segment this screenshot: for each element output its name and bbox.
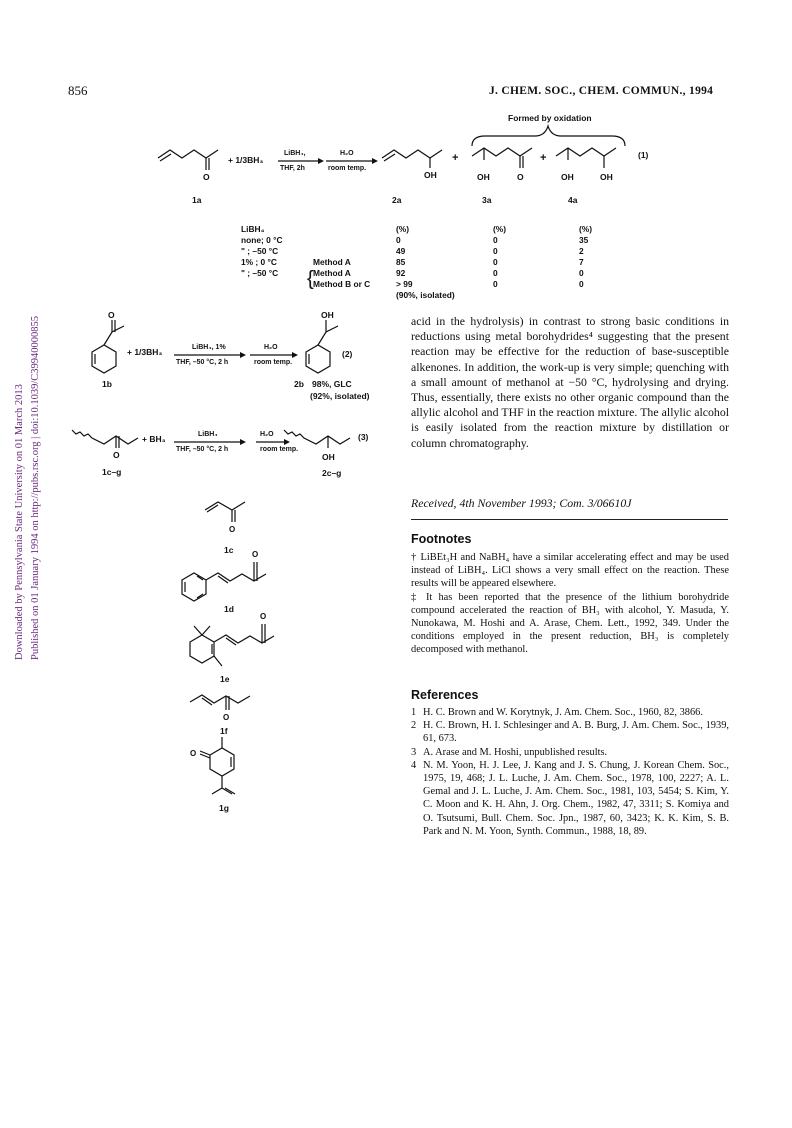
cond-1-top: LiBH₄,	[284, 150, 306, 157]
table-cell: Method A	[313, 257, 351, 267]
structure-2b	[306, 345, 330, 373]
table-cell: 7	[579, 257, 584, 267]
o-1d: O	[252, 550, 259, 559]
table-cell: LiBH₄	[241, 224, 265, 234]
oh-3a: OH	[477, 172, 490, 182]
table-cell: (%)	[396, 224, 410, 234]
label-1f: 1f	[220, 726, 228, 736]
table-cell	[313, 246, 370, 257]
table-cell: 0	[493, 257, 498, 267]
reference-item	[411, 759, 729, 838]
substrate-structures	[160, 492, 300, 802]
table-col-method	[313, 224, 370, 290]
footnotes-heading: Footnotes	[411, 532, 472, 546]
label-1b: 1b	[102, 379, 112, 389]
reference-item	[411, 706, 729, 719]
table-cell: (90%, isolated)	[396, 290, 455, 300]
cond-2b-bot: room temp.	[254, 359, 293, 366]
references-heading: References	[411, 688, 479, 702]
oh-2c-g: OH	[322, 452, 335, 462]
table-col-3a	[493, 224, 506, 290]
cond-3b-top: H₂O	[260, 431, 274, 438]
o-1g: O	[190, 749, 197, 758]
structure-4a	[556, 148, 616, 156]
cond-1-bot: THF, 2h	[280, 165, 305, 172]
o-1b: O	[108, 312, 115, 320]
eq-1: (1)	[638, 150, 649, 160]
cond-2a-bot: THF, –50 °C, 2 h	[176, 359, 229, 366]
table-cell: 0	[493, 235, 498, 245]
table-brace: {	[307, 268, 314, 290]
o-1a: O	[203, 172, 210, 182]
reagent-2: + 1/3BH₃	[127, 347, 163, 357]
table-cell: 85	[396, 257, 406, 267]
table-cell: 49	[396, 246, 406, 256]
structure-1d	[182, 573, 206, 601]
table-cell: 0	[493, 268, 498, 278]
table-cell: Method B or C	[313, 279, 371, 289]
journal-header: J. CHEM. SOC., CHEM. COMMUN., 1994	[489, 85, 714, 97]
cond-2-bot: room temp.	[328, 165, 367, 172]
structure-1e	[190, 635, 214, 663]
table-col-conditions	[241, 224, 283, 279]
cond-2b-top: H₂O	[264, 344, 278, 351]
table-cell	[313, 235, 370, 246]
cond-2a-top: LiBH₄, 1%	[192, 344, 226, 351]
table-cell: 0	[579, 279, 584, 289]
scheme-1	[150, 108, 670, 208]
scheme-2	[62, 312, 392, 422]
oh-2a: OH	[424, 170, 437, 180]
label-1e: 1e	[220, 674, 230, 684]
plus-2: +	[540, 152, 547, 164]
reference-number: 3	[411, 746, 417, 758]
side-watermark	[14, 300, 41, 660]
page-number: 856	[68, 83, 88, 98]
o-1f: O	[223, 713, 230, 722]
o-1c: O	[229, 525, 236, 534]
reference-text: A. Arase and M. Hoshi, unpublished results.	[423, 746, 608, 758]
table-cell: Method A	[313, 268, 351, 278]
table-cell: none; 0 °C	[241, 235, 283, 245]
table-cell: 0	[493, 246, 498, 256]
reference-text: H. C. Brown and W. Korytnyk, J. Am. Chem. Soc., 1960, 82, 3866.	[423, 707, 703, 718]
structure-1c	[205, 502, 245, 512]
footnote-double-dagger: ‡ It has been reported that the presence of the lithium borohydride compound accelerated the reaction of BH₃ with alcohol, Y. Masuda, Y. Nunokawa, M. Hoshi and A. Arase, Chem. Lett., 1992, 349. Under the conditions employed in the present reduction, BH₃ is completely decomposed with methanol.	[411, 591, 729, 656]
table-cell: " ; –50 °C	[241, 268, 279, 278]
yield-table	[241, 224, 611, 302]
table-cell: " ; –50 °C	[241, 246, 279, 256]
reference-number: 1	[411, 707, 417, 718]
reference-text: H. C. Brown, H. I. Schlesinger and A. B. Burg, J. Am. Chem. Soc., 1939, 61, 673.	[423, 720, 729, 745]
o-1c-g: O	[113, 450, 120, 460]
footnote-dagger: † LiBEt₃H and NaBH₄ have a similar accelerating effect and may be used instead of LiBH₄. LiCl shows a very small effect on the reaction. These results will be appeared elsewhere.	[411, 552, 729, 590]
label-2a: 2a	[392, 195, 402, 205]
references-list	[411, 706, 729, 838]
table-col-4a	[579, 224, 592, 290]
label-4a: 4a	[568, 195, 578, 205]
reference-item	[411, 746, 729, 759]
label-1a: 1a	[192, 195, 202, 205]
label-1c-g: 1c–g	[102, 467, 122, 477]
reference-number: 2	[411, 720, 417, 732]
reagent-1: + 1/3BH₃	[228, 155, 264, 165]
reference-number: 4	[411, 759, 417, 771]
received-line: Received, 4th November 1993; Com. 3/06610J	[411, 496, 632, 510]
structure-2c-g	[284, 430, 350, 444]
plus-1: +	[452, 152, 459, 164]
footnotes	[411, 551, 729, 657]
cond-3a-top: LiBH₄	[198, 431, 218, 438]
label-1c: 1c	[224, 545, 234, 555]
cond-3b-bot: room temp.	[260, 446, 299, 453]
eq-3: (3)	[358, 432, 369, 442]
o-1e: O	[260, 612, 267, 621]
divider	[411, 519, 728, 520]
o-3a: O	[517, 172, 524, 182]
table-cell: (%)	[493, 224, 507, 234]
formed-by-oxidation: Formed by oxidation	[508, 113, 592, 123]
label-1g: 1g	[219, 803, 229, 813]
table-cell: 92	[396, 268, 406, 278]
table-cell: > 99	[396, 279, 413, 289]
eq-2: (2)	[342, 349, 353, 359]
label-2c-g: 2c–g	[322, 468, 342, 478]
oh-2b: OH	[321, 312, 334, 320]
table-cell: 0	[579, 268, 584, 278]
table-cell: 1% ; 0 °C	[241, 257, 277, 267]
table-col-2a	[396, 224, 455, 301]
table-cell: 35	[579, 235, 589, 245]
label-2b: 2b	[294, 379, 304, 389]
table-cell: (%)	[579, 224, 593, 234]
table-cell	[313, 224, 370, 235]
body-paragraph	[411, 314, 729, 451]
structure-1g	[210, 748, 234, 776]
oh-4a-1: OH	[561, 172, 574, 182]
structure-1c-g	[72, 430, 138, 444]
structure-3a	[472, 148, 532, 156]
structure-1f	[190, 695, 250, 705]
table-cell: 0	[493, 279, 498, 289]
reference-item	[411, 719, 729, 745]
cond-3a-bot: THF, –50 °C, 2 h	[176, 446, 229, 453]
label-3a: 3a	[482, 195, 492, 205]
table-cell: 0	[396, 235, 401, 245]
paragraph-text: acid in the hydrolysis) in contrast to strong basic conditions in reductions using metal borohydrides⁴ suggesting that the present reaction may be effective for the reduction of base-susceptible alkenones. In addition, the work-up is very simple; quenching with a small amount of methanol at −50 °C, hydrolysing and drying. Thus, essentially, there exists no other organic compound than the allylic alcohol and THF in the reaction mixture. The allylic alcohol is easily isolated from the reaction mixture by distillation or column chromatography.	[411, 314, 729, 450]
cond-2-top: H₂O	[340, 150, 354, 157]
oh-4a-2: OH	[600, 172, 613, 182]
label-1d: 1d	[224, 604, 234, 614]
reference-text: N. M. Yoon, H. J. Lee, J. Kang and J. S. Chung, J. Korean Chem. Soc., 1975, 19, 468; J. L. Luche, J. Am. Chem. Soc., 1978, 100, 2227; A. L. Gemal and J. L. Luche, J. Am. Chem. Soc., 1981, 103, 5454; S. Kim, Y. C. Moon and K. H. Ahn, J. Org. Chem., 1982, 47, 3311; S. Komiya and O. Tsutsumi, Bull. Chem. Soc. Jpn., 1987, 60, 3423; K. K. Kim, S. B. Park and N. M. Yoon, Synth. Commun., 1988, 18, 89.	[423, 759, 729, 837]
downloaded-notice[interactable]: Downloaded by Pennsylvania State University on 01 March 2013	[14, 384, 25, 660]
table-cell: 2	[579, 246, 584, 256]
yield-2b-isolated: (92%, isolated)	[310, 391, 370, 401]
published-notice[interactable]: Published on 01 January 1994 on http://pubs.rsc.org | doi:10.1039/C39940000855	[30, 315, 41, 660]
reagent-3: + BH₃	[142, 434, 166, 444]
yield-2b-glc: 98%, GLC	[312, 379, 352, 389]
